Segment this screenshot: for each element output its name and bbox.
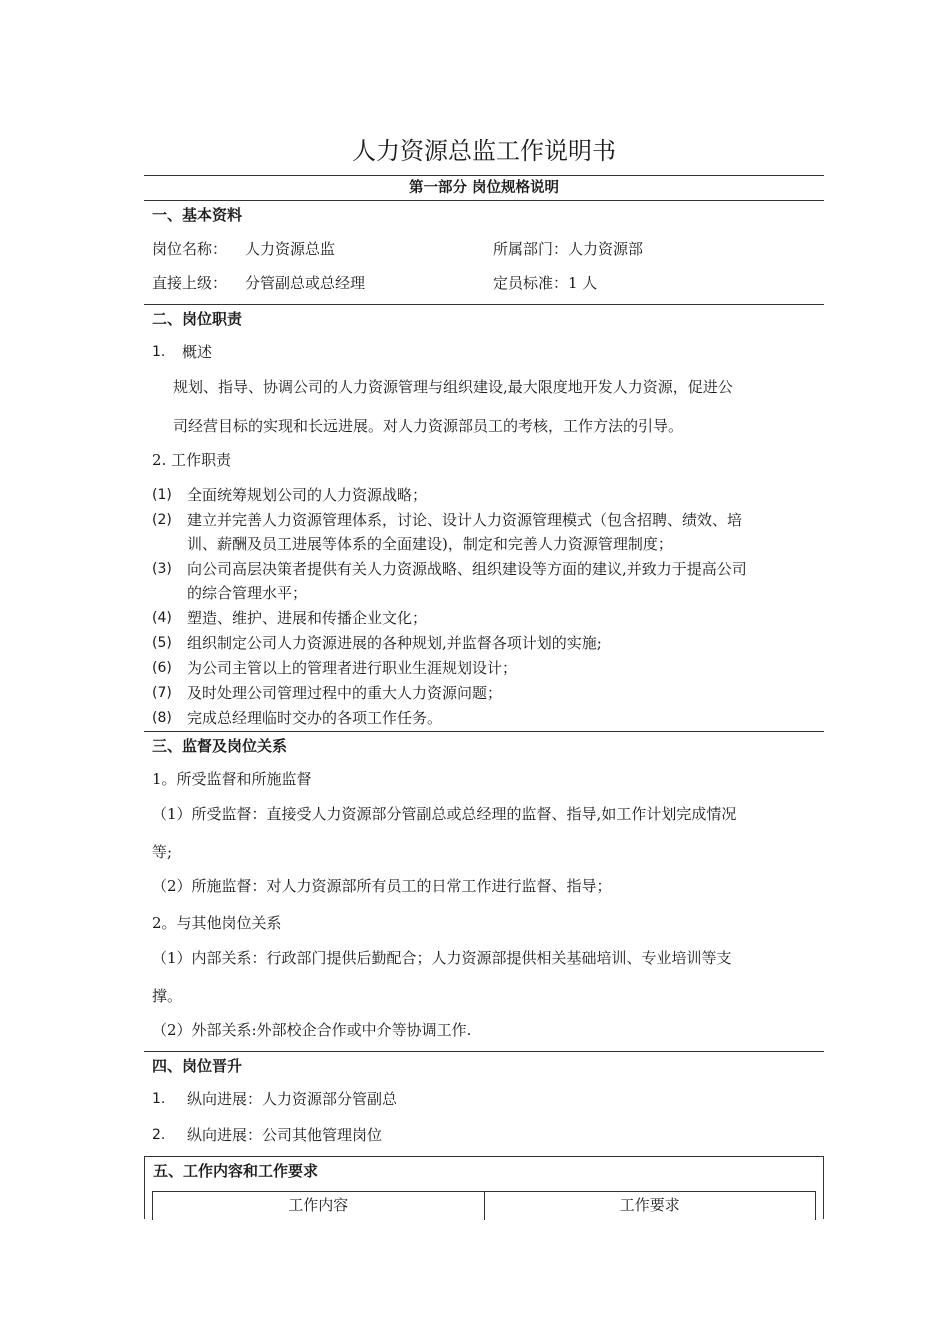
divider: [144, 731, 824, 732]
supervised-text-line: 等;: [152, 843, 173, 861]
duty-number: (2): [152, 512, 172, 528]
overview-text-line: 规划、指导、协调公司的人力资源管理与组织建设,最大限度地开发人力资源，促进公: [173, 378, 733, 396]
overview-number: 1.: [152, 344, 166, 360]
duty-text: 塑造、维护、进展和传播企业文化；: [187, 609, 428, 627]
section-work-content-heading: 五、工作内容和工作要求: [153, 1162, 319, 1180]
column-header-work-requirement: 工作要求: [484, 1192, 816, 1220]
divider: [144, 1051, 824, 1052]
duty-number: (4): [152, 610, 172, 626]
section-promotion-heading: 四、岗位晋升: [152, 1057, 243, 1075]
divider: [144, 304, 824, 305]
divider: [144, 200, 824, 201]
work-content-table: [144, 1156, 824, 1219]
section-supervision-heading: 三、监督及岗位关系: [152, 737, 288, 755]
promotion-number: 2.: [152, 1127, 166, 1143]
department-label: 所属部门：: [493, 240, 569, 258]
superior-label: 直接上级：: [152, 274, 228, 292]
supervision-subtitle: 1。所受监督和所施监督: [152, 770, 312, 788]
section-duties-heading: 二、岗位职责: [152, 310, 243, 328]
position-name-value: 人力资源总监: [245, 240, 336, 258]
duty-number: (3): [152, 561, 172, 577]
relations-subtitle: 2。与其他岗位关系: [152, 914, 282, 932]
table-header-row: [152, 1191, 816, 1220]
duty-text: 全面统筹规划公司的人力资源战略；: [187, 486, 428, 504]
internal-relations-line: （1）内部关系：行政部门提供后勤配合；人力资源部提供相关基础培训、专业培训等支: [152, 949, 732, 967]
column-header-work-content: 工作内容: [288, 1196, 349, 1214]
department-value: 人力资源部: [568, 240, 644, 258]
position-name-label: 岗位名称：: [152, 240, 228, 258]
promotion-item: 纵向进展：公司其他管理岗位: [187, 1126, 383, 1144]
overview-title: 概述: [182, 343, 213, 361]
document-title: 人力资源总监工作说明书: [352, 137, 616, 165]
duty-text: 训、薪酬及员工进展等体系的全面建设)，制定和完善人力资源管理制度；: [187, 535, 673, 553]
internal-relations-line: 撑。: [152, 987, 183, 1005]
supervising-text: （2）所施监督：对人力资源部所有员工的日常工作进行监督、指导；: [152, 877, 612, 895]
overview-text-line: 司经营目标的实现和长远进展。对人力资源部员工的考核，工作方法的引导。: [173, 417, 684, 435]
duty-text: 为公司主管以上的管理者进行职业生涯规划设计；: [187, 659, 518, 677]
duty-number: (8): [152, 710, 172, 726]
promotion-number: 1.: [152, 1091, 166, 1107]
duty-text: 组织制定公司人力资源进展的各种规划,并监督各项计划的实施;: [187, 634, 602, 652]
duty-number: (6): [152, 660, 172, 676]
duty-text: 及时处理公司管理过程中的重大人力资源问题；: [187, 684, 503, 702]
part-heading: 第一部分 岗位规格说明: [408, 180, 560, 196]
promotion-item: 纵向进展：人力资源部分管副总: [187, 1090, 398, 1108]
external-relations-text: （2）外部关系:外部校企合作或中介等协调工作.: [152, 1021, 472, 1039]
duty-text: 建立并完善人力资源管理体系，讨论、设计人力资源管理模式（包含招聘、绩效、培: [187, 511, 743, 529]
duty-text: 向公司高层决策者提供有关人力资源战略、组织建设等方面的建议,并致力于提高公司: [187, 560, 747, 578]
duty-text: 完成总经理临时交办的各项工作任务。: [187, 709, 443, 727]
supervised-text-line: （1）所受监督：直接受人力资源部分管副总或总经理的监督、指导,如工作计划完成情况: [152, 805, 737, 823]
duty-number: (7): [152, 685, 172, 701]
duty-number: (1): [152, 487, 172, 503]
duties-title: 2. 工作职责: [152, 451, 232, 469]
superior-value: 分管副总或总经理: [245, 274, 366, 292]
quota-label: 定员标准：: [493, 274, 569, 292]
duty-text: 的综合管理水平；: [187, 584, 308, 602]
quota-value: 1 人: [568, 274, 598, 292]
section-basic-info-heading: 一、基本资料: [152, 206, 243, 224]
duty-number: (5): [152, 635, 172, 651]
